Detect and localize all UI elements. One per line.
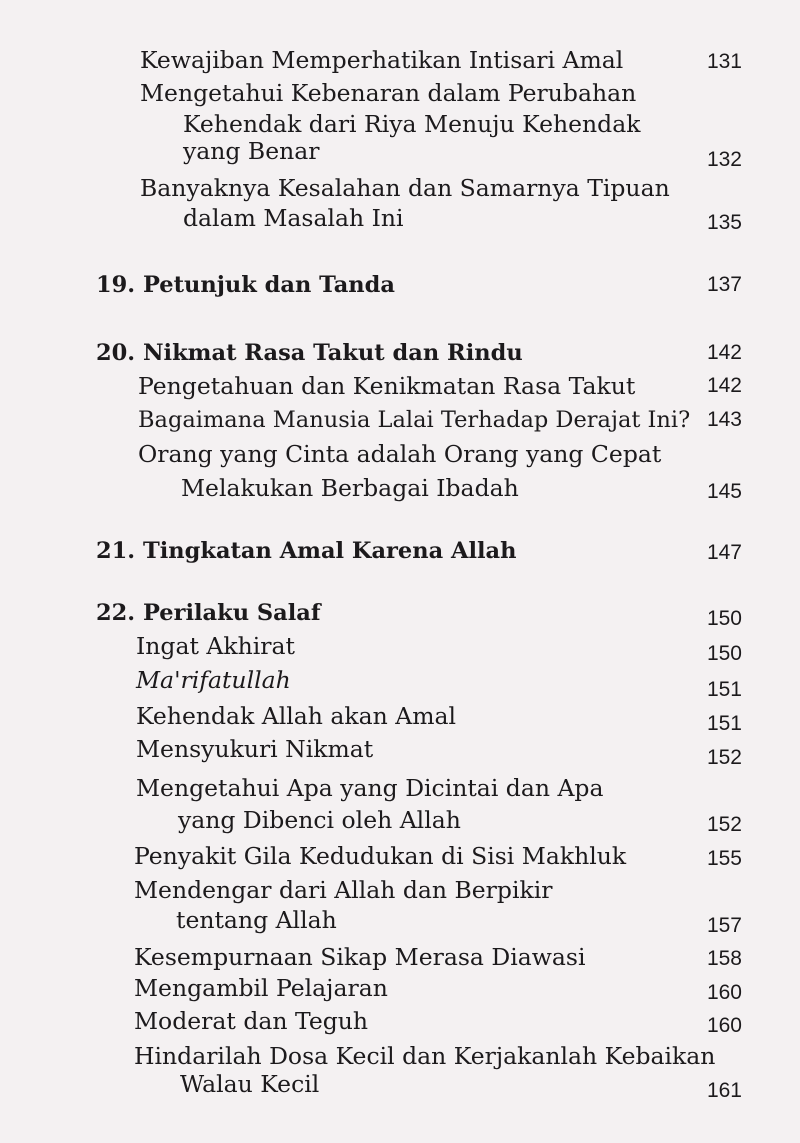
toc-page-number: 150: [706, 607, 742, 630]
toc-entry-title: Kehendak Allah akan Amal: [136, 702, 457, 730]
toc-entry-title: Penyakit Gila Kedudukan di Sisi Makhluk: [134, 842, 627, 870]
toc-page-number: 147: [706, 541, 742, 564]
toc-entry-title: Mengetahui Kebenaran dalam Perubahan: [140, 79, 637, 107]
toc-page-number: 155: [706, 847, 742, 870]
toc-page-number: 151: [706, 678, 742, 701]
toc-entry-title: Mengambil Pelajaran: [134, 974, 388, 1002]
toc-chapter-entry: [0, 535, 800, 575]
toc-entry-title: tentang Allah: [176, 906, 337, 934]
toc-page-number: 142: [706, 374, 742, 397]
toc-page-number: 145: [706, 480, 742, 503]
toc-page-number: 152: [706, 813, 742, 836]
toc-entry: [0, 135, 800, 175]
toc-entry: [0, 664, 800, 704]
toc-entry-title: Kewajiban Memperhatikan Intisari Amal: [140, 46, 624, 74]
toc-entry-title: Mendengar dari Allah dan Berpikir: [134, 876, 553, 904]
toc-entry-title: Kehendak dari Riya Menuju Kehendak: [183, 110, 641, 138]
toc-entry: [0, 472, 800, 512]
toc-entry-title: Orang yang Cinta adalah Orang yang Cepat: [138, 440, 662, 468]
toc-entry-title: dalam Masalah Ini: [183, 204, 404, 232]
toc-page-number: 160: [706, 981, 742, 1004]
toc-page-number: 132: [706, 148, 742, 171]
toc-entry: [0, 904, 800, 944]
toc-entry-title: Pengetahuan dan Kenikmatan Rasa Takut: [138, 372, 636, 400]
toc-entry-title: Bagaimana Manusia Lalai Terhadap Derajat Ini?: [138, 407, 691, 433]
toc-page-number: 135: [706, 211, 742, 234]
toc-page-number: 161: [706, 1079, 742, 1102]
toc-entry: [0, 202, 800, 242]
toc-entry-title: Walau Kecil: [180, 1070, 320, 1098]
toc-entry-title: Banyaknya Kesalahan dan Samarnya Tipuan: [140, 174, 670, 202]
toc-chapter-title: 19. Petunjuk dan Tanda: [96, 272, 395, 298]
toc-entry-title: Kesempurnaan Sikap Merasa Diawasi: [134, 943, 586, 971]
toc-entry-title: yang Benar: [183, 137, 320, 165]
toc-chapter-title: 21. Tingkatan Amal Karena Allah: [96, 538, 517, 564]
toc-entry-title: Melakukan Berbagai Ibadah: [181, 474, 519, 502]
toc-page-number: 157: [706, 914, 742, 937]
toc-page-number: 131: [706, 50, 742, 73]
toc-entry: [0, 1068, 800, 1108]
toc-entry-title: Ingat Akhirat: [136, 632, 295, 660]
toc-page-number: 158: [706, 947, 742, 970]
toc-entry-title: Hindarilah Dosa Kecil dan Kerjakanlah Kebaikan: [134, 1042, 716, 1070]
toc-entry: [0, 804, 800, 844]
toc-entry: [0, 733, 800, 773]
toc-entry-title: Ma'rifatullah: [136, 666, 291, 694]
toc-page-number: 150: [706, 642, 742, 665]
toc-page-number: 142: [706, 341, 742, 364]
toc-entry-title: Mengetahui Apa yang Dicintai dan Apa: [136, 774, 604, 802]
toc-entry: [0, 1005, 800, 1045]
toc-page-number: 151: [706, 712, 742, 735]
toc-page-number: 160: [706, 1014, 742, 1037]
toc-chapter-entry: [0, 269, 800, 309]
toc-entry-title: Mensyukuri Nikmat: [136, 735, 374, 763]
toc-entry-title: yang Dibenci oleh Allah: [178, 806, 461, 834]
toc-page-number: 137: [706, 273, 742, 296]
toc-page-number: 143: [706, 408, 742, 431]
toc-page-number: 152: [706, 746, 742, 769]
toc-entry-title: Moderat dan Teguh: [134, 1007, 369, 1035]
toc-chapter-title: 20. Nikmat Rasa Takut dan Rindu: [96, 340, 523, 366]
toc-chapter-title: 22. Perilaku Salaf: [96, 600, 321, 626]
